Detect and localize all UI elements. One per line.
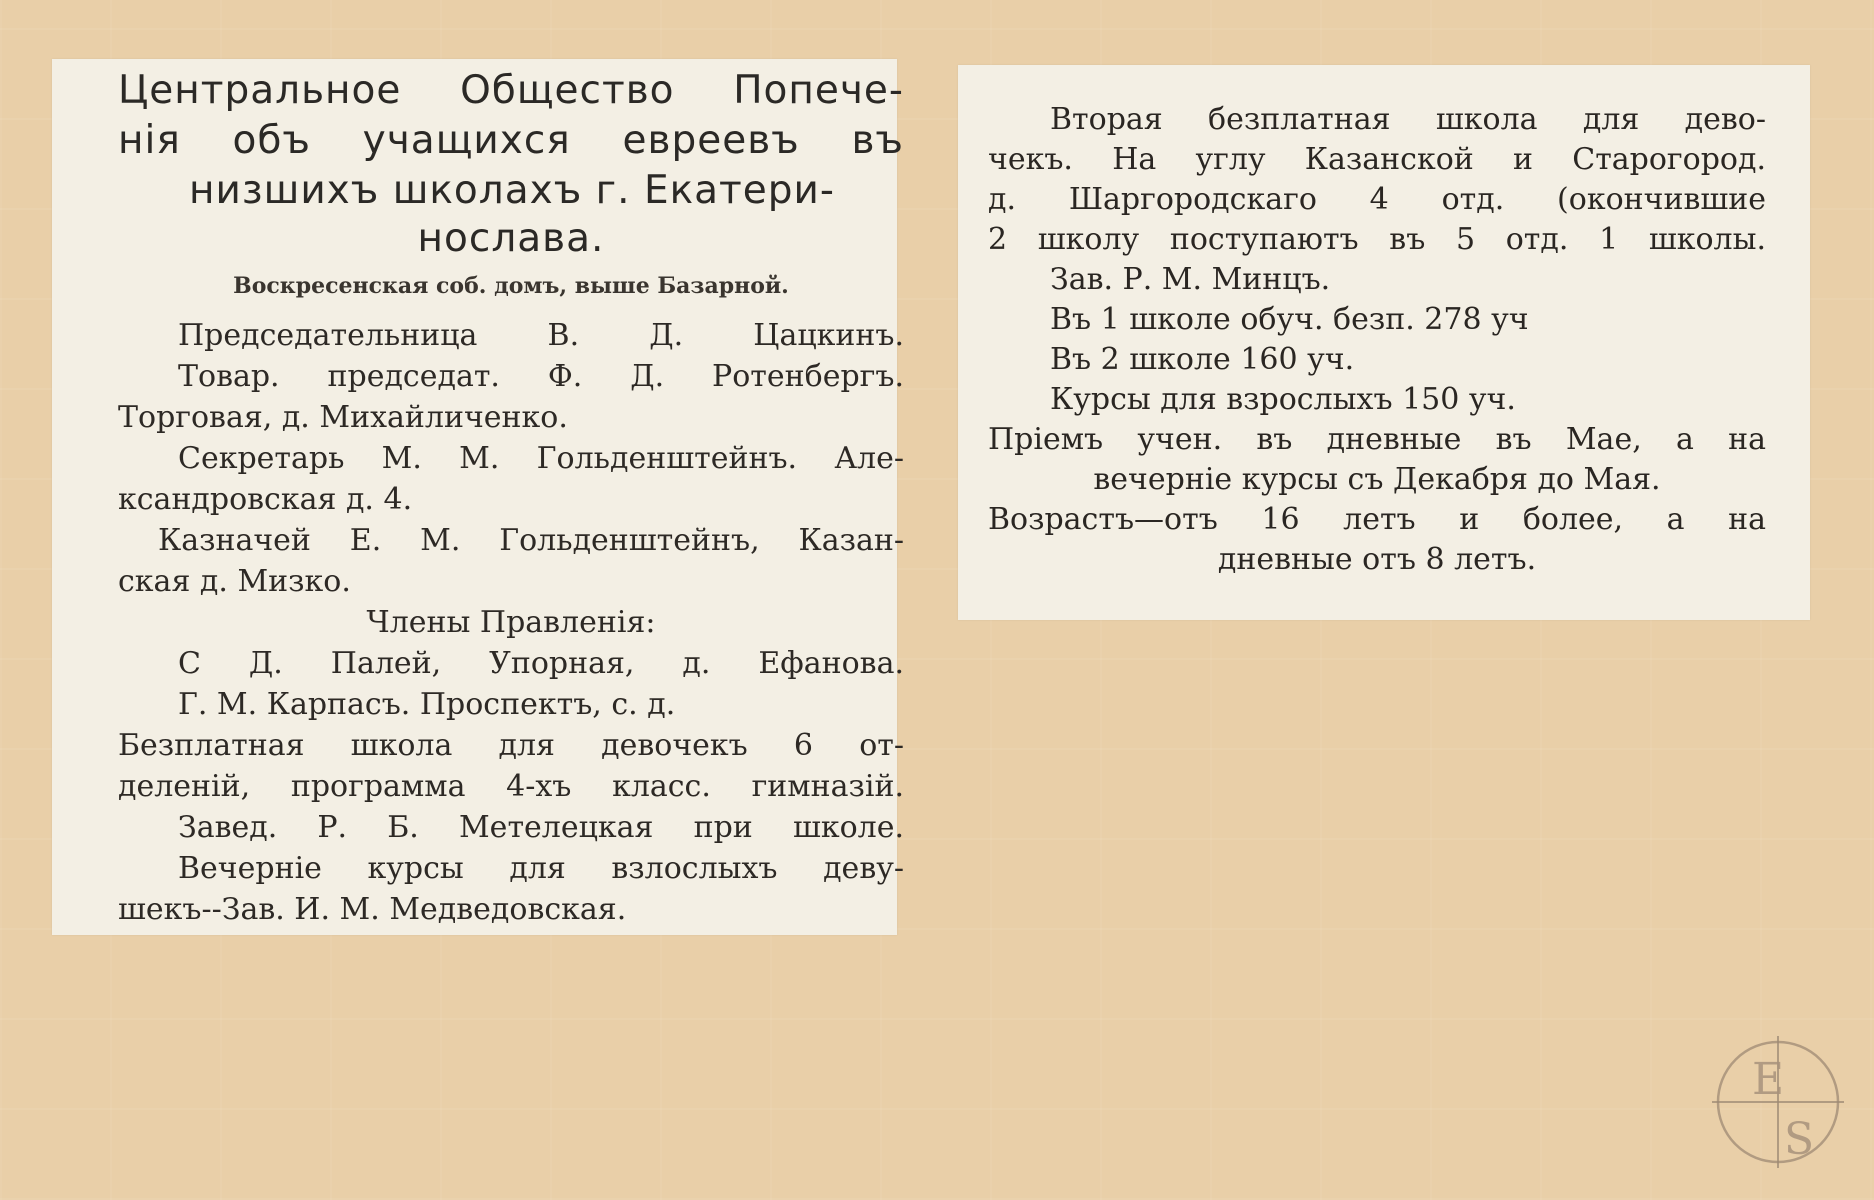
body-line-6: Казначей Е. М. Гольденштейнъ, Казан- (158, 523, 904, 558)
right-line-4: 2 школу поступаютъ въ 5 отд. 1 школы. (988, 222, 1766, 257)
body-line-4: Секретарь М. М. Гольденштейнъ. Але- (178, 441, 904, 476)
right-line-3: д. Шаргородскаго 4 отд. (окончившие (988, 182, 1766, 217)
right-line-10: вечерніе курсы съ Декабря до Мая. (1093, 462, 1661, 497)
es-logo-icon (1712, 1036, 1844, 1168)
right-line-8: Курсы для взрослыхъ 150 уч. (1050, 382, 1516, 417)
body-line-2: Товар. председат. Ф. Д. Ротенбергъ. (178, 359, 904, 394)
body-line-12: деленій, программа 4-хъ класс. гимназій. (118, 769, 904, 804)
body-line-14: Вечерніе курсы для взлослыхъ деву- (178, 851, 904, 886)
title-line-2: нія объ учащихся евреевъ въ (118, 118, 904, 163)
left-clipping (52, 59, 904, 935)
body-line-15: шекъ--Зав. И. М. Медведовская. (118, 892, 627, 927)
body-line-8: Члены Правленія: (366, 605, 656, 640)
body-line-9: С Д. Палей, Упорная, д. Ефанова. (178, 646, 904, 681)
right-clipping (958, 65, 1810, 620)
right-line-5: Зав. Р. М. Минцъ. (1050, 262, 1331, 297)
title-line-1: Центральное Общество Попече- (118, 68, 904, 113)
body-line-10: Г. М. Карпасъ. Проспектъ, с. д. (178, 687, 676, 722)
logo-letter-e: E (1752, 1054, 1785, 1105)
body-line-7: ская д. Мизко. (118, 564, 351, 599)
right-line-9: Пріемъ учен. въ дневные въ Мае, а на (988, 422, 1766, 457)
logo-letter-s: S (1784, 1114, 1815, 1165)
right-line-7: Въ 2 школе 160 уч. (1050, 342, 1355, 377)
address-line: Воскресенская соб. домъ, выше Базарной. (233, 273, 789, 299)
title-line-3: низшихъ школахъ г. Екатери- (189, 168, 835, 213)
body-line-11: Безплатная школа для девочекъ 6 от- (118, 728, 904, 763)
right-line-2: чекъ. На углу Казанской и Старогород. (988, 142, 1766, 177)
body-line-1: Председательница В. Д. Цацкинъ. (178, 318, 904, 353)
body-line-13: Завед. Р. Б. Метелецкая при школе. (178, 810, 904, 845)
right-line-6: Въ 1 школе обуч. безп. 278 уч (1050, 302, 1529, 337)
right-line-11: Возрастъ—отъ 16 летъ и более, а на (988, 502, 1766, 537)
right-line-1: Вторая безплатная школа для девo- (1050, 102, 1766, 137)
title-line-4: нослава. (417, 216, 605, 261)
body-line-3: Торговая, д. Михайличенко. (118, 400, 568, 435)
body-line-5: ксандровская д. 4. (118, 482, 413, 517)
right-line-12: дневные отъ 8 летъ. (1217, 542, 1537, 577)
